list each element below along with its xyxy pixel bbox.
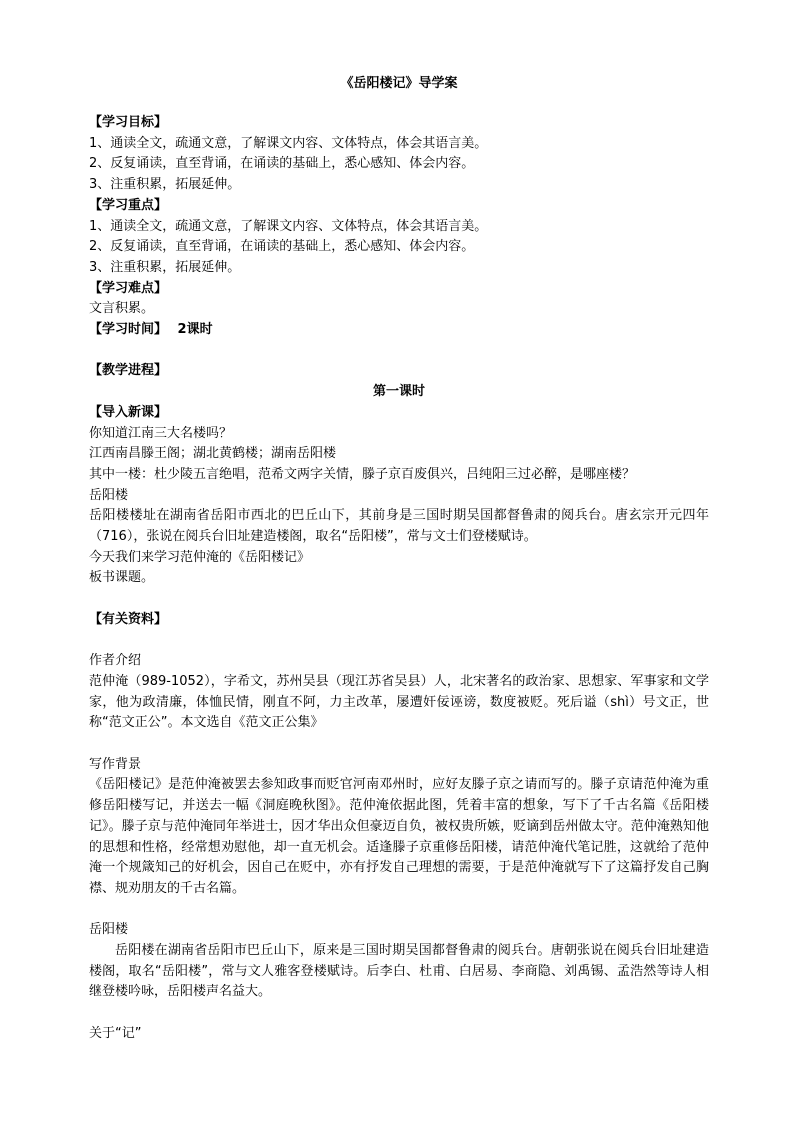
goal-item: 3、注重积累，拓展延伸。	[89, 177, 241, 193]
lesson-title: 第一课时	[372, 384, 425, 400]
study-time	[89, 320, 709, 341]
focus-item: 1、通读全文，疏通文意，了解课文内容、文体特点，体会其语言美。	[89, 218, 488, 234]
intro-line: 江西南昌滕王阁；湖北黄鹤楼；湖南岳阳楼	[89, 446, 337, 462]
time-heading: 【学习时间】	[89, 322, 168, 338]
intro-line: 你知道江南三大名楼吗？	[89, 425, 233, 441]
focus-item: 3、注重积累，拓展延伸。	[89, 259, 241, 275]
intro-line: 岳阳楼	[89, 487, 129, 503]
background-heading: 写作背景	[89, 756, 142, 772]
tower-heading: 岳阳楼	[89, 922, 129, 938]
process-heading: 【教学进程】	[89, 363, 168, 379]
document-title: 《岳阳楼记》导学案	[340, 76, 458, 91]
ji-heading: 关于“记”	[89, 1025, 142, 1041]
document-page	[89, 74, 709, 1045]
time-value: 2课时	[177, 322, 213, 338]
intro-line: 其中一楼：杜少陵五言绝唱，范希文两字关情，滕子京百废俱兴，吕纯阳三过必醉，是哪座楼？	[89, 466, 636, 482]
materials-heading: 【有关资料】	[89, 611, 168, 627]
difficulty-heading: 【学习难点】	[89, 280, 168, 296]
author-text: 范仲淹（989-1052），字希文，苏州吴县（现江苏省吴县）人，北宋著名的政治家、思想家、军事家和文学家，他为政清廉，体恤民情，刚直不阿，力主改革，屡遭奸佞诬谤，数度被贬。死后谥（shì）号文正，世称“范文正公”。本文选自《范文正公集》	[89, 673, 709, 731]
goal-item: 1、通读全文，疏通文意，了解课文内容、文体特点，体会其语言美。	[89, 135, 488, 151]
difficulty-text: 文言积累。	[89, 301, 155, 317]
focus-heading: 【学习重点】	[89, 197, 168, 213]
focus-item: 2、反复诵读，直至背诵，在诵读的基础上，悉心感知、体会内容。	[89, 239, 475, 255]
background-text: 《岳阳楼记》是范仲淹被罢去参知政事而贬官河南邓州时，应好友滕子京之请而写的。滕子京请范仲淹为重修岳阳楼写记，并送去一幅《洞庭晚秋图》。范仲淹依据此图，凭着丰富的想象，写下了千古名篇《岳阳楼记》。滕子京与范仲淹同年举进士，因才华出众但豪迈自负，被权贵所嫉，贬谪到岳州做太守。范仲淹熟知他的思想和性格，经常想劝慰他，却一直无机会。适逢滕子京重修岳阳楼，请范仲淹代笔记胜，这就给了范仲淹一个规箴知己的好机会，因自己在贬中，亦有抒发自己理想的需要，于是范仲淹就写下了这篇抒发自己胸襟、规劝朋友的千古名篇。	[89, 777, 709, 896]
intro-paragraph: 岳阳楼楼址在湖南省岳阳市西北的巴丘山下，其前身是三国时期吴国都督鲁肃的阅兵台。唐玄宗开元四年（716），张说在阅兵台旧址建造楼阁，取名“岳阳楼”，常与文士们登楼赋诗。	[89, 508, 709, 545]
intro-heading: 【导入新课】	[89, 404, 168, 420]
intro-tail: 板书课题。	[89, 570, 155, 586]
author-heading: 作者介绍	[89, 653, 142, 669]
goal-item: 2、反复诵读，直至背诵，在诵读的基础上，悉心感知、体会内容。	[89, 156, 475, 172]
goals-heading: 【学习目标】	[89, 115, 168, 130]
tower-text: 岳阳楼在湖南省岳阳市巴丘山下，原来是三国时期吴国都督鲁肃的阅兵台。唐朝张说在阅兵台旧址建造楼阁，取名“岳阳楼”，常与文人雅客登楼赋诗。后李白、杜甫、白居易、李商隐、刘禹锡、孟浩然等诗人相继登楼吟咏，岳阳楼声名益大。	[89, 943, 709, 1000]
intro-tail: 今天我们来学习范仲淹的《岳阳楼记》	[89, 549, 311, 565]
